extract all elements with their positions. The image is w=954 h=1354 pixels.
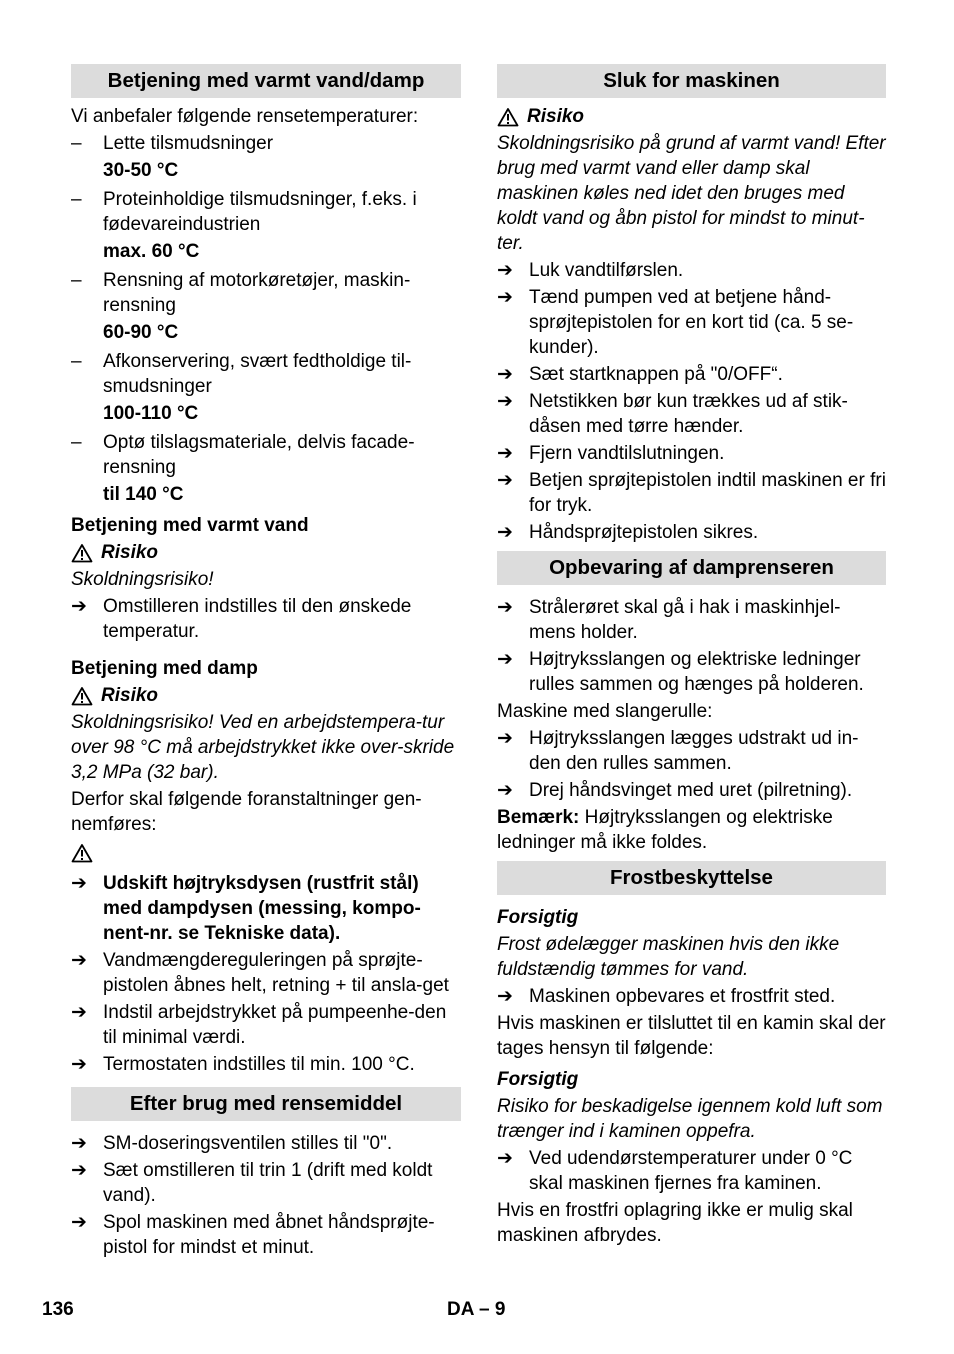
- temperature-value: til 140 °C: [103, 484, 184, 505]
- arrow-icon: ➔: [497, 391, 513, 412]
- arrow-icon: ➔: [497, 728, 513, 749]
- risk-label: Risiko: [101, 542, 159, 563]
- list-item: – Optø tilslagsmateriale, delvis facade-rensning: [71, 432, 415, 478]
- step-item: ➔ Håndsprøjtepistolen sikres.: [497, 522, 759, 543]
- risk-warning: [71, 540, 461, 565]
- step-item: ➔ Luk vandtilførslen.: [497, 260, 684, 281]
- dash-bullet: –: [71, 270, 82, 291]
- warning-symbol-line: [71, 843, 461, 863]
- step-item: ➔ Drej håndsvinget med uret (pilretning).: [497, 780, 853, 801]
- step-item: ➔ Betjen sprøjtepistolen indtil maskinen er fri for tryk.: [497, 470, 886, 516]
- section-heading-frost: Frostbeskyttelse: [497, 861, 886, 895]
- list-item: – Lette tilsmudsninger: [71, 133, 274, 154]
- caution-label: Forsigtig: [497, 907, 579, 928]
- arrow-icon: ➔: [497, 522, 513, 543]
- intro-text: Vi anbefaler følgende rensetemperaturer:: [71, 106, 419, 127]
- page-code: DA – 9: [447, 1299, 506, 1320]
- temperature-value: 100-110 °C: [103, 403, 199, 424]
- risk-warning: [71, 683, 461, 708]
- step-item: ➔ Højtryksslangen lægges udstrakt ud in-den den rulles sammen.: [497, 728, 859, 774]
- subheading-steam: Betjening med damp: [71, 658, 258, 679]
- section-heading-storage: Opbevaring af damprenseren: [497, 551, 886, 585]
- paragraph: Hvis en frostfri oplagring ikke er mulig skal maskinen afbrydes.: [497, 1200, 853, 1246]
- step-item: ➔ Sæt omstilleren til trin 1 (drift med koldt vand).: [71, 1160, 433, 1206]
- list-item: – Afkonservering, svært fedtholdige til-smudsninger: [71, 351, 412, 397]
- temperature-value: 60-90 °C: [103, 322, 179, 343]
- arrow-icon: ➔: [497, 986, 513, 1007]
- arrow-icon: ➔: [71, 1054, 87, 1075]
- warning-triangle-icon: [71, 543, 93, 563]
- warning-triangle-icon: [497, 107, 519, 127]
- step-item: ➔ Indstil arbejdstrykket på pumpeenhe-den til minimal værdi.: [71, 1002, 447, 1048]
- note-text: Højtryksslangen og elektriske ledninger må ikke foldes.: [497, 807, 833, 853]
- subheading-hot-water: Betjening med varmt vand: [71, 515, 309, 536]
- arrow-icon: ➔: [497, 1148, 513, 1169]
- arrow-icon: ➔: [497, 780, 513, 801]
- note-paragraph: [497, 805, 886, 855]
- warning-triangle-icon: [71, 843, 93, 863]
- risk-text: Skoldningsrisiko! Ved en arbejdstempera-tur over 98 °C må arbejdstrykket ikke over-skride 3,2 MPa (32 bar).: [71, 712, 455, 783]
- page-number: 136: [42, 1299, 74, 1320]
- step-item: ➔ Vandmængdereguleringen på sprøjte-pistolen åbnes helt, retning + til ansla-get: [71, 950, 449, 996]
- arrow-icon: ➔: [71, 1212, 87, 1233]
- arrow-icon: ➔: [71, 596, 87, 617]
- step-item: ➔ Omstilleren indstilles til den ønskede temperatur.: [71, 596, 412, 642]
- step-item: ➔ Strålerøret skal gå i hak i maskinhjel-mens holder.: [497, 597, 841, 643]
- warning-triangle-icon: [71, 686, 93, 706]
- step-item: ➔ Fjern vandtilslutningen.: [497, 443, 725, 464]
- risk-label: Risiko: [101, 685, 159, 706]
- caution-text: Frost ødelægger maskinen hvis den ikke fuldstændig tømmes for vand.: [497, 934, 840, 980]
- arrow-icon: ➔: [497, 287, 513, 308]
- section-heading-after-detergent: Efter brug med rensemiddel: [71, 1087, 461, 1121]
- step-item: ➔ Spol maskinen med åbnet håndsprøjte-pistol for mindst et minut.: [71, 1212, 435, 1258]
- temperature-value: 30-50 °C: [103, 160, 179, 181]
- step-item: ➔ Sæt startknappen på "0/OFF“.: [497, 364, 783, 385]
- temperature-value: max. 60 °C: [103, 241, 200, 262]
- risk-label: Risiko: [527, 106, 585, 127]
- step-item: ➔ Udskift højtryksdysen (rustfrit stål) med dampdysen (messing, kompo-nent-nr. se Tekniske data).: [71, 873, 421, 944]
- arrow-icon: ➔: [497, 364, 513, 385]
- list-item: – Proteinholdige tilsmudsninger, f.eks. i fødevareindustrien: [71, 189, 417, 235]
- dash-bullet: –: [71, 351, 82, 372]
- note-text: Derfor skal følgende foranstaltninger gen-nemføres:: [71, 789, 422, 835]
- arrow-icon: ➔: [497, 649, 513, 670]
- subtext-hose-reel: Maskine med slangerulle:: [497, 701, 713, 722]
- note-label: Bemærk:: [497, 807, 580, 828]
- step-item: ➔ Netstikken bør kun trækkes ud af stik-dåsen med tørre hænder.: [497, 391, 848, 437]
- step-item: ➔ Termostaten indstilles til min. 100 °C.: [71, 1054, 415, 1075]
- step-item: ➔ Højtryksslangen og elektriske ledninger rulles sammen og hænges på holderen.: [497, 649, 864, 695]
- arrow-icon: ➔: [497, 443, 513, 464]
- arrow-icon: ➔: [497, 597, 513, 618]
- caution-text: Risiko for beskadigelse igennem kold luft som trænger ind i kaminen oppefra.: [497, 1096, 883, 1142]
- step-item: ➔ SM-doseringsventilen stilles til "0".: [71, 1133, 393, 1154]
- paragraph: Hvis maskinen er tilsluttet til en kamin skal der tages hensyn til følgende:: [497, 1013, 886, 1059]
- risk-warning: [497, 104, 886, 129]
- section-heading-hot-water-steam: Betjening med varmt vand/damp: [71, 64, 461, 98]
- arrow-icon: ➔: [497, 260, 513, 281]
- arrow-icon: ➔: [71, 1002, 87, 1023]
- risk-text: Skoldningsrisiko på grund af varmt vand! Efter brug med varmt vand eller damp skal maskinen køles ned idet den bruges med koldt vand og åbn pistol for mindst to minut-ter.: [497, 133, 886, 254]
- section-heading-turn-off: Sluk for maskinen: [497, 64, 886, 98]
- arrow-icon: ➔: [71, 873, 87, 894]
- risk-text: Skoldningsrisiko!: [71, 569, 214, 590]
- arrow-icon: ➔: [71, 950, 87, 971]
- list-item: – Rensning af motorkøretøjer, maskin-rensning: [71, 270, 411, 316]
- dash-bullet: –: [71, 133, 82, 154]
- step-item: ➔ Tænd pumpen ved at betjene hånd-sprøjtepistolen for en kort tid (ca. 5 se-kunder).: [497, 287, 854, 358]
- arrow-icon: ➔: [71, 1133, 87, 1154]
- dash-bullet: –: [71, 189, 82, 210]
- arrow-icon: ➔: [497, 470, 513, 491]
- step-item: ➔ Ved udendørstemperaturer under 0 °C skal maskinen fjernes fra kaminen.: [497, 1148, 853, 1194]
- caution-label: Forsigtig: [497, 1069, 579, 1090]
- right-column: [497, 64, 886, 1250]
- left-column: [71, 64, 461, 1262]
- dash-bullet: –: [71, 432, 82, 453]
- arrow-icon: ➔: [71, 1160, 87, 1181]
- step-item: ➔ Maskinen opbevares et frostfrit sted.: [497, 986, 836, 1007]
